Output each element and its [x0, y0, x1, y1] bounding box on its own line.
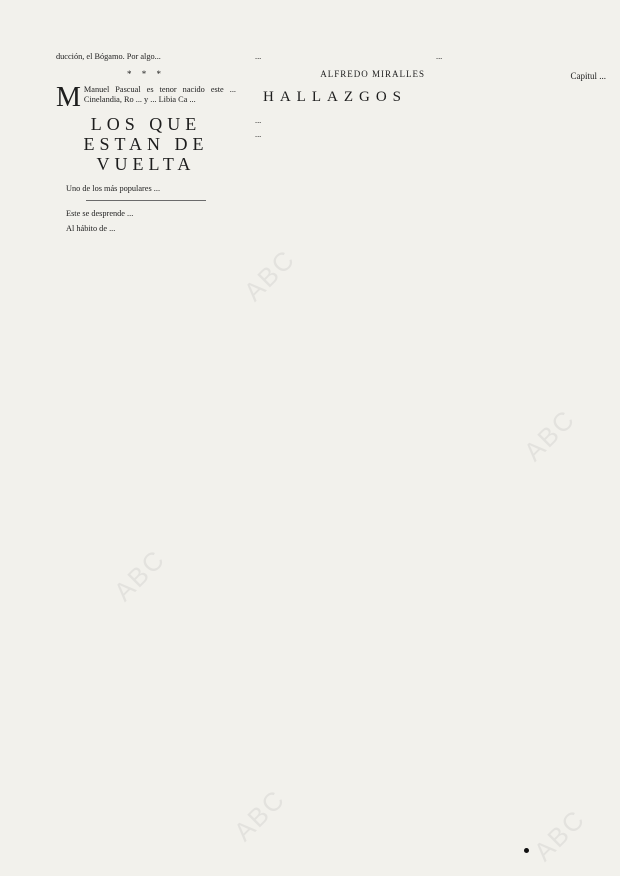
paragraph: Este se desprende ... [66, 209, 134, 219]
article-anexo: M Manuel Pascual es tenor nacido este ... Cinelandia, Ro ... y ... Libia Ca ... [56, 81, 236, 113]
paragraph: ... [255, 52, 262, 61]
watermark-logo: ABC [527, 803, 592, 867]
paragraph: Uno de los más populares ... [66, 183, 161, 193]
intro-tail: ducción, el Bógamo. Por algo... [56, 52, 161, 61]
ink-dot [524, 848, 529, 853]
paragraph: ... [255, 115, 262, 125]
paragraph: ... [436, 52, 443, 61]
byline-signature: Capitul ... [570, 70, 606, 81]
section-separator: * * * [127, 68, 165, 79]
watermark-logo: ABC [227, 783, 292, 847]
byline-author: ALFREDO MIRALLES [320, 68, 425, 79]
watermark-logo: ABC [517, 403, 582, 467]
headline-hallazgos: HALLAZGOS [263, 88, 407, 105]
watermark-logo: ABC [237, 243, 302, 307]
column-1 [56, 52, 236, 239]
divider [86, 200, 206, 201]
watermark-logo: ABC [107, 543, 172, 607]
paragraph: Al hábito de ... [66, 223, 116, 233]
column-2 [245, 52, 425, 145]
headline-los-que-estan-de-vuelta: LOS QUE ESTAN DE VUELTA [83, 113, 209, 174]
dropcap: M [56, 81, 81, 113]
column-3 [426, 52, 606, 81]
paragraph: ... [255, 130, 262, 140]
